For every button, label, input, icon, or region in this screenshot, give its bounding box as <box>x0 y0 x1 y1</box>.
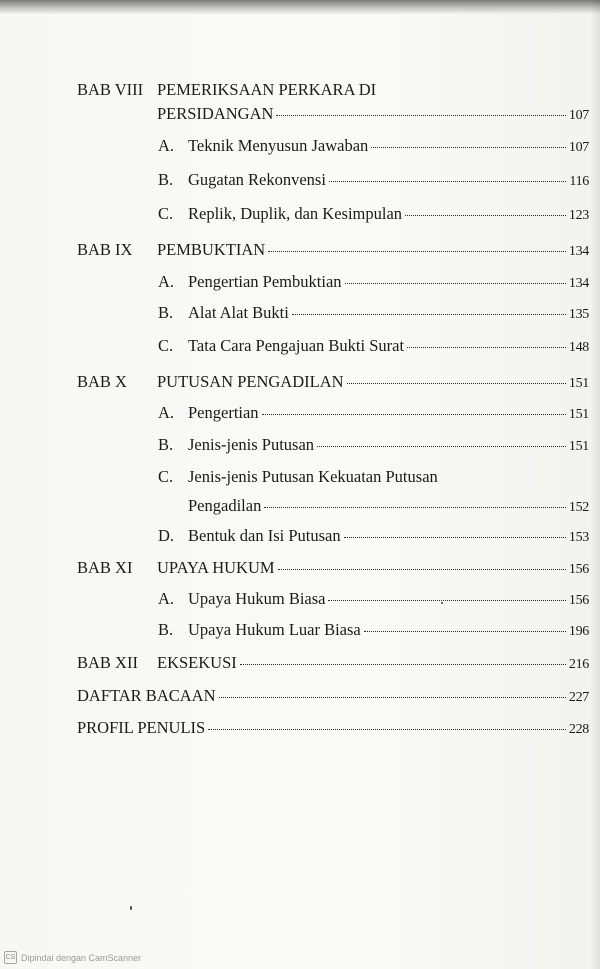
page-number: 151 <box>568 376 589 391</box>
item-letter: B. <box>158 303 174 322</box>
item-letter: B. <box>158 435 174 454</box>
dot-leader <box>276 115 565 116</box>
toc-item <box>158 272 589 292</box>
watermark-text: Dipindai dengan CamScanner <box>21 952 142 963</box>
item-title: Alat Alat Bukti <box>188 303 289 322</box>
chapter-label: BAB XI <box>77 558 133 577</box>
item-title: Pengertian Pembuktian <box>188 272 342 291</box>
toc-item <box>158 435 589 455</box>
item-title: Jenis-jenis Putusan Kekuatan Putusan <box>188 467 438 486</box>
toc-item-line2 <box>188 496 589 516</box>
page-number: 153 <box>568 530 589 545</box>
page-number: 116 <box>569 174 589 189</box>
dot-leader <box>405 215 566 216</box>
toc-item <box>158 170 589 190</box>
dot-leader <box>278 569 566 570</box>
dot-leader <box>292 314 566 315</box>
dot-leader <box>344 537 566 538</box>
toc-item-line1 <box>158 467 589 487</box>
page-number: 156 <box>568 593 589 608</box>
item-title: Tata Cara Pengajuan Bukti Surat <box>188 336 405 355</box>
chapter-title: UPAYA HUKUM <box>157 558 275 577</box>
toc-chapter-9 <box>77 240 589 260</box>
item-title: Teknik Menyusun Jawaban <box>188 136 369 155</box>
chapter-title: PEMBUKTIAN <box>157 240 266 259</box>
page-number: 227 <box>568 690 589 705</box>
dot-leader <box>371 147 566 148</box>
camscanner-icon: CS <box>4 951 17 964</box>
chapter-title: PEMERIKSAAN PERKARA DI <box>157 80 377 99</box>
item-letter: A. <box>158 403 175 422</box>
toc-chapter-12 <box>77 653 589 673</box>
item-title: Replik, Duplik, dan Kesimpulan <box>188 204 403 223</box>
scan-speck <box>130 906 132 910</box>
dot-leader <box>208 729 566 730</box>
toc-item <box>158 403 589 423</box>
dot-leader <box>240 664 566 665</box>
chapter-title: PUTUSAN PENGADILAN <box>157 372 344 391</box>
page-number: 107 <box>568 140 589 155</box>
item-title: Upaya Hukum Luar Biasa <box>188 620 361 639</box>
dot-leader <box>364 631 566 632</box>
toc-item <box>158 336 589 356</box>
chapter-label: BAB VIII <box>77 80 144 99</box>
dot-leader <box>219 697 566 698</box>
item-letter: A. <box>158 272 175 291</box>
item-title: Gugatan Rekonvensi <box>188 170 326 189</box>
toc-item <box>158 204 589 224</box>
item-letter: A. <box>158 589 175 608</box>
item-letter: C. <box>158 204 174 223</box>
toc-chapter-11 <box>77 558 589 578</box>
toc-bibliography <box>77 686 589 706</box>
section-title: DAFTAR BACAAN <box>77 686 216 705</box>
page-number: 151 <box>568 439 589 454</box>
dot-leader <box>329 181 566 182</box>
page-number: 152 <box>568 500 589 515</box>
dot-leader <box>317 446 566 447</box>
dot-leader <box>407 347 566 348</box>
dot-leader <box>328 600 565 601</box>
page-number: 107 <box>568 108 589 123</box>
section-title: PROFIL PENULIS <box>77 718 206 737</box>
item-letter: B. <box>158 620 174 639</box>
dot-leader <box>345 283 566 284</box>
chapter-label: BAB X <box>77 372 127 391</box>
toc-item <box>158 526 589 546</box>
scanner-watermark <box>4 951 141 964</box>
dot-leader <box>268 251 566 252</box>
item-letter: C. <box>158 467 174 486</box>
page-number: 156 <box>568 562 589 577</box>
chapter-label: BAB IX <box>77 240 133 259</box>
item-letter: C. <box>158 336 174 355</box>
page-number: 216 <box>568 657 589 672</box>
page-number: 134 <box>568 244 589 259</box>
item-title: Pengertian <box>188 403 259 422</box>
chapter-title-cont: PERSIDANGAN <box>157 104 274 123</box>
page-number: 123 <box>568 208 589 223</box>
item-title: Jenis-jenis Putusan <box>188 435 315 454</box>
toc-chapter-10 <box>77 372 589 392</box>
item-title-cont: Pengadilan <box>188 496 262 515</box>
page-number: 228 <box>568 722 589 737</box>
toc-chapter-8-line2 <box>157 104 589 124</box>
toc-item <box>158 303 589 323</box>
scan-speck <box>441 602 443 604</box>
toc-item <box>158 136 589 156</box>
item-title: Bentuk dan Isi Putusan <box>188 526 341 545</box>
toc-author-profile <box>77 718 589 738</box>
dot-leader <box>262 414 566 415</box>
item-title: Upaya Hukum Biasa <box>188 589 326 608</box>
page-number: 196 <box>568 624 589 639</box>
item-letter: A. <box>158 136 175 155</box>
page-number: 148 <box>568 340 589 355</box>
page-number: 135 <box>568 307 589 322</box>
toc-chapter-8-line1 <box>77 80 589 100</box>
item-letter: B. <box>158 170 174 189</box>
item-letter: D. <box>158 526 175 545</box>
chapter-title: EKSEKUSI <box>157 653 237 672</box>
toc-item <box>158 589 589 609</box>
chapter-label: BAB XII <box>77 653 138 672</box>
dot-leader <box>264 507 566 508</box>
page-number: 151 <box>568 407 589 422</box>
page-number: 134 <box>568 276 589 291</box>
dot-leader <box>347 383 566 384</box>
toc-item <box>158 620 589 640</box>
